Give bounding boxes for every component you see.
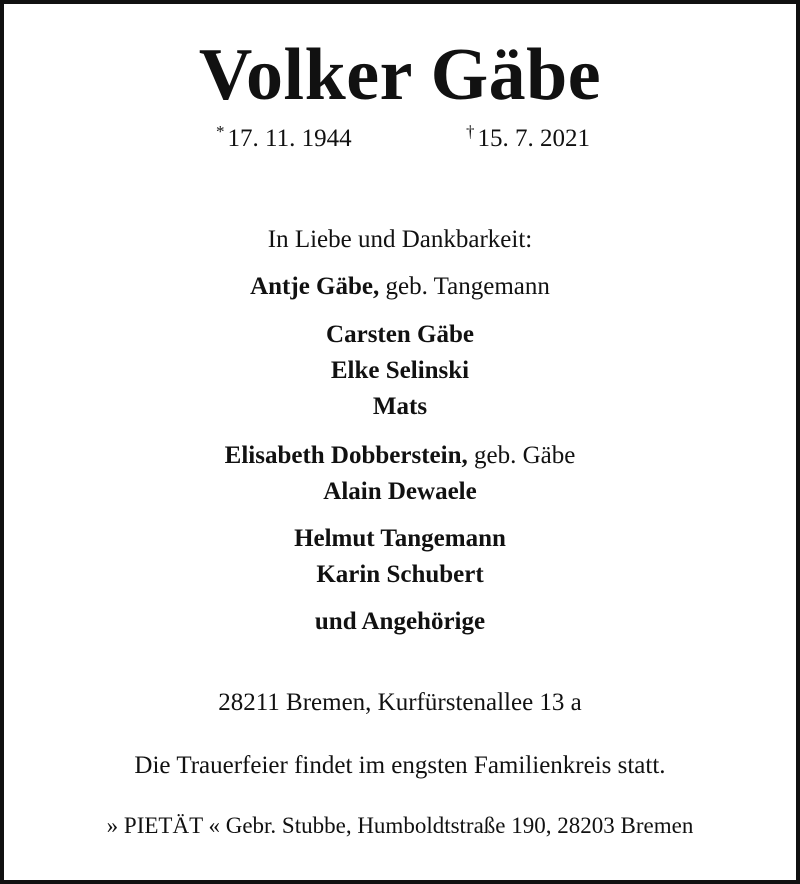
mourner-elisabeth: [4, 443, 796, 468]
mourner-alain: Alain Dewaele: [323, 478, 477, 505]
birth-symbol: *: [216, 122, 225, 141]
mourner-elisabeth-suffix: geb. Gäbe: [474, 442, 576, 469]
mourner-antje-name: Antje Gäbe,: [250, 273, 380, 300]
undertaker-line: » PIETÄT « Gebr. Stubbe, Humboldtstraße 190, 28203 Bremen: [106, 813, 694, 838]
birth-date-line: [216, 122, 352, 153]
death-date: 15. 7. 2021: [477, 125, 590, 152]
intro-text: In Liebe und Dankbarkeit:: [267, 226, 533, 253]
mourner-relatives: und Angehörige: [314, 608, 486, 635]
deceased-name: Volker Gäbe: [198, 34, 602, 116]
birth-date: 17. 11. 1944: [227, 125, 352, 152]
mourner-mats: Mats: [372, 393, 428, 420]
death-symbol: †: [466, 122, 475, 141]
death-date-line: [466, 122, 590, 153]
mourner-helmut: Helmut Tangemann: [294, 525, 506, 552]
mourner-carsten: Carsten Gäbe: [326, 321, 474, 348]
address-line: 28211 Bremen, Kurfürstenallee 13 a: [218, 689, 582, 716]
mourner-antje-suffix: geb. Tangemann: [385, 273, 550, 300]
mourner-elke: Elke Selinski: [330, 357, 470, 384]
mourner-elisabeth-name: Elisabeth Dobberstein,: [224, 442, 468, 469]
mourner-antje: [4, 274, 796, 299]
mourner-karin: Karin Schubert: [316, 561, 484, 588]
funeral-note: Die Trauerfeier findet im engsten Familienkreis statt.: [134, 752, 666, 779]
